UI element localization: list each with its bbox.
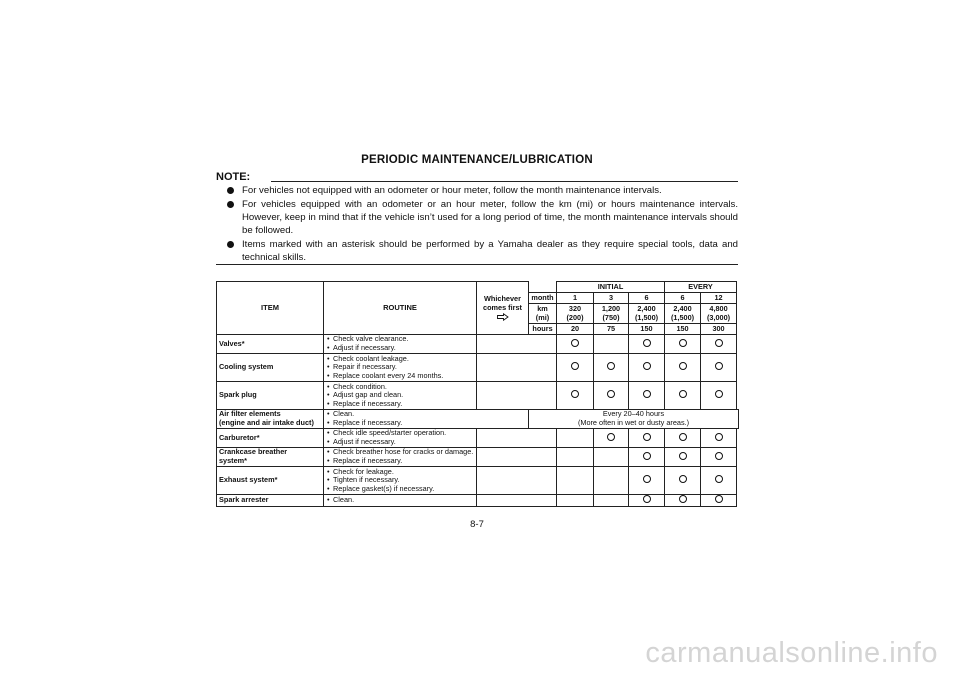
circle-mark-icon bbox=[643, 339, 651, 347]
item-name-line: Spark arrester bbox=[219, 495, 269, 504]
circle-mark-icon bbox=[679, 433, 687, 441]
routine-step: • Check condition. bbox=[326, 383, 474, 392]
km-value-mi: (1,500) bbox=[634, 312, 659, 322]
routine-list bbox=[324, 382, 477, 410]
circle-mark-icon bbox=[607, 390, 615, 398]
interval-cell bbox=[629, 382, 665, 410]
routine-step: • Check valve clearance. bbox=[326, 335, 474, 344]
routine-step: • Replace if necessary. bbox=[326, 400, 474, 409]
circle-mark-icon bbox=[715, 433, 723, 441]
table-row bbox=[217, 410, 739, 429]
circle-mark-icon bbox=[715, 452, 723, 460]
interval-cell bbox=[594, 467, 629, 495]
note-label: NOTE: bbox=[216, 171, 251, 183]
whichever-line1: Whichever bbox=[484, 293, 521, 303]
header-every: EVERY bbox=[665, 282, 737, 293]
routine-step: • Replace gasket(s) if necessary. bbox=[326, 485, 474, 494]
unit-hours: hours bbox=[529, 324, 557, 335]
table-row bbox=[217, 467, 739, 495]
item-name bbox=[217, 410, 324, 429]
km-value-km: 1,200 bbox=[601, 303, 621, 313]
routine-step: • Adjust if necessary. bbox=[326, 344, 474, 353]
interval-cell bbox=[557, 382, 594, 410]
interval-cell bbox=[557, 429, 594, 448]
interval-note bbox=[529, 410, 739, 429]
circle-mark-icon bbox=[715, 339, 723, 347]
routine-list bbox=[324, 448, 477, 467]
month-value: 6 bbox=[665, 293, 701, 304]
circle-mark-icon bbox=[679, 390, 687, 398]
spacer-cell bbox=[477, 354, 557, 382]
km-value bbox=[701, 304, 737, 324]
item-name-line: Crankcase breather bbox=[219, 447, 288, 457]
note-text: For vehicles equipped with an odometer or an hour meter, follow the km (mi) or hours maintenance intervals. However, keep in mind that if the vehicle isn’t used for a long period of time, the month maintenance intervals should be followed. bbox=[242, 199, 738, 236]
page-title: PERIODIC MAINTENANCE/LUBRICATION bbox=[361, 154, 593, 166]
spacer-cell bbox=[477, 495, 557, 507]
note-item bbox=[216, 238, 738, 264]
circle-mark-icon bbox=[643, 390, 651, 398]
interval-cell bbox=[557, 335, 594, 354]
item-name bbox=[217, 448, 324, 467]
note-text: For vehicles not equipped with an odometer or hour meter, follow the month maintenance intervals. bbox=[242, 185, 662, 196]
bullet-icon bbox=[227, 187, 234, 194]
header-item: ITEM bbox=[217, 282, 324, 335]
spacer-cell bbox=[477, 429, 557, 448]
km-value-mi: (1,500) bbox=[670, 312, 695, 322]
km-value-km: 320 bbox=[568, 303, 582, 313]
whichever-line2: comes first bbox=[483, 302, 522, 312]
interval-cell bbox=[629, 335, 665, 354]
interval-cell bbox=[701, 382, 737, 410]
item-name-line: Spark plug bbox=[219, 390, 257, 400]
header-routine: ROUTINE bbox=[324, 282, 477, 335]
hours-value: 150 bbox=[629, 324, 665, 335]
header-initial: INITIAL bbox=[557, 282, 665, 293]
circle-mark-icon bbox=[679, 452, 687, 460]
item-name-line: system* bbox=[219, 456, 247, 465]
interval-cell bbox=[557, 448, 594, 467]
interval-cell bbox=[665, 429, 701, 448]
circle-mark-icon bbox=[679, 362, 687, 370]
interval-cell bbox=[629, 429, 665, 448]
month-value: 6 bbox=[629, 293, 665, 304]
circle-mark-icon bbox=[679, 495, 687, 503]
header-whichever bbox=[477, 282, 529, 335]
interval-cell bbox=[665, 382, 701, 410]
maintenance-rows bbox=[217, 335, 739, 507]
month-value: 12 bbox=[701, 293, 737, 304]
routine-list bbox=[324, 429, 477, 448]
routine-step: • Check coolant leakage. bbox=[326, 355, 474, 364]
km-value bbox=[557, 304, 594, 324]
table-row bbox=[217, 448, 739, 467]
routine-list bbox=[324, 410, 529, 429]
routine-step: • Adjust gap and clean. bbox=[326, 391, 474, 400]
circle-mark-icon bbox=[679, 475, 687, 483]
spacer-cell bbox=[477, 382, 557, 410]
unit-km bbox=[529, 304, 557, 324]
circle-mark-icon bbox=[715, 475, 723, 483]
km-value-mi: (200) bbox=[566, 312, 584, 322]
interval-cell bbox=[594, 354, 629, 382]
note-item bbox=[216, 184, 738, 197]
km-value-km: 2,400 bbox=[637, 303, 656, 313]
interval-note-line: Every 20–40 hours bbox=[602, 409, 665, 419]
table-row bbox=[217, 382, 739, 410]
page-number: 8-7 bbox=[470, 519, 484, 530]
routine-step: • Replace coolant every 24 months. bbox=[326, 372, 474, 381]
item-name-line: Cooling system bbox=[219, 362, 274, 372]
interval-cell bbox=[701, 448, 737, 467]
item-name bbox=[217, 382, 324, 410]
item-name bbox=[217, 495, 324, 507]
routine-step: • Repair if necessary. bbox=[326, 363, 474, 372]
interval-cell bbox=[701, 354, 737, 382]
interval-cell bbox=[594, 495, 629, 507]
note-item bbox=[216, 198, 738, 237]
hours-value: 300 bbox=[701, 324, 737, 335]
circle-mark-icon bbox=[571, 390, 579, 398]
month-value: 3 bbox=[594, 293, 629, 304]
unit-month: month bbox=[529, 293, 557, 304]
item-name-line: Air filter elements bbox=[219, 409, 281, 419]
watermark-text: carmanualsonline.info bbox=[645, 637, 938, 669]
interval-cell bbox=[701, 335, 737, 354]
km-value-km: 4,800 bbox=[709, 303, 728, 313]
routine-list bbox=[324, 354, 477, 382]
interval-cell bbox=[557, 467, 594, 495]
routine-step: • Clean. bbox=[326, 496, 474, 505]
km-value-mi: (750) bbox=[602, 312, 620, 322]
interval-cell bbox=[665, 354, 701, 382]
interval-cell bbox=[629, 467, 665, 495]
circle-mark-icon bbox=[643, 475, 651, 483]
interval-cell bbox=[629, 495, 665, 507]
circle-mark-icon bbox=[607, 433, 615, 441]
circle-mark-icon bbox=[715, 390, 723, 398]
interval-cell bbox=[557, 354, 594, 382]
hours-value: 20 bbox=[557, 324, 594, 335]
item-name-line: Valves* bbox=[219, 338, 245, 348]
circle-mark-icon bbox=[643, 433, 651, 441]
unit-km-line2: (mi) bbox=[535, 312, 550, 322]
item-name bbox=[217, 467, 324, 495]
table-row bbox=[217, 335, 739, 354]
interval-cell bbox=[701, 467, 737, 495]
circle-mark-icon bbox=[643, 452, 651, 460]
circle-mark-icon bbox=[679, 339, 687, 347]
km-value-mi: (3,000) bbox=[706, 312, 731, 322]
table-row bbox=[217, 354, 739, 382]
note-rule bbox=[271, 181, 738, 182]
item-name-line: Carburetor* bbox=[219, 432, 260, 442]
interval-cell bbox=[629, 354, 665, 382]
circle-mark-icon bbox=[715, 495, 723, 503]
item-name bbox=[217, 354, 324, 382]
circle-mark-icon bbox=[643, 362, 651, 370]
km-value bbox=[665, 304, 701, 324]
circle-mark-icon bbox=[607, 362, 615, 370]
km-value bbox=[594, 304, 629, 324]
month-value: 1 bbox=[557, 293, 594, 304]
interval-cell bbox=[594, 335, 629, 354]
interval-cell bbox=[594, 382, 629, 410]
km-value-km: 2,400 bbox=[673, 303, 692, 313]
table-row bbox=[217, 495, 739, 507]
item-name bbox=[217, 429, 324, 448]
table-row bbox=[217, 429, 739, 448]
note-bottom-rule bbox=[216, 264, 738, 265]
hours-value: 150 bbox=[665, 324, 701, 335]
interval-cell bbox=[665, 335, 701, 354]
interval-cell bbox=[665, 448, 701, 467]
interval-cell bbox=[629, 448, 665, 467]
spacer-cell bbox=[477, 448, 557, 467]
note-text: Items marked with an asterisk should be performed by a Yamaha dealer as they require special tools, data and technical skills. bbox=[242, 239, 738, 263]
interval-cell bbox=[557, 495, 594, 507]
maintenance-table bbox=[216, 281, 739, 507]
routine-step: • Tighten if necessary. bbox=[326, 476, 474, 485]
routine-list bbox=[324, 335, 477, 354]
km-value bbox=[629, 304, 665, 324]
routine-list bbox=[324, 495, 477, 507]
arrow-right-icon bbox=[497, 313, 509, 321]
interval-cell bbox=[701, 495, 737, 507]
interval-cell bbox=[594, 429, 629, 448]
bullet-icon bbox=[227, 241, 234, 248]
routine-step: • Check for leakage. bbox=[326, 468, 474, 477]
routine-step: • Clean. bbox=[326, 410, 526, 419]
interval-cell bbox=[594, 448, 629, 467]
interval-note-line: (More often in wet or dusty areas.) bbox=[577, 418, 690, 427]
interval-cell bbox=[665, 467, 701, 495]
circle-mark-icon bbox=[643, 495, 651, 503]
circle-mark-icon bbox=[571, 339, 579, 347]
hours-value: 75 bbox=[594, 324, 629, 335]
routine-step: • Check breather hose for cracks or damage. bbox=[326, 448, 474, 457]
circle-mark-icon bbox=[571, 362, 579, 370]
routine-step: • Adjust if necessary. bbox=[326, 438, 474, 447]
bullet-icon bbox=[227, 201, 234, 208]
spacer-cell bbox=[477, 335, 557, 354]
routine-step: • Replace if necessary. bbox=[326, 457, 474, 466]
routine-step: • Replace if necessary. bbox=[326, 419, 526, 428]
routine-list bbox=[324, 467, 477, 495]
circle-mark-icon bbox=[715, 362, 723, 370]
unit-km-line1: km bbox=[537, 303, 548, 313]
item-name-line: (engine and air intake duct) bbox=[219, 418, 314, 427]
interval-cell bbox=[665, 495, 701, 507]
item-name bbox=[217, 335, 324, 354]
interval-cell bbox=[701, 429, 737, 448]
routine-step: • Check idle speed/starter operation. bbox=[326, 429, 474, 438]
note-list bbox=[216, 184, 738, 265]
spacer-cell bbox=[477, 467, 557, 495]
item-name-line: Exhaust system* bbox=[219, 475, 278, 485]
